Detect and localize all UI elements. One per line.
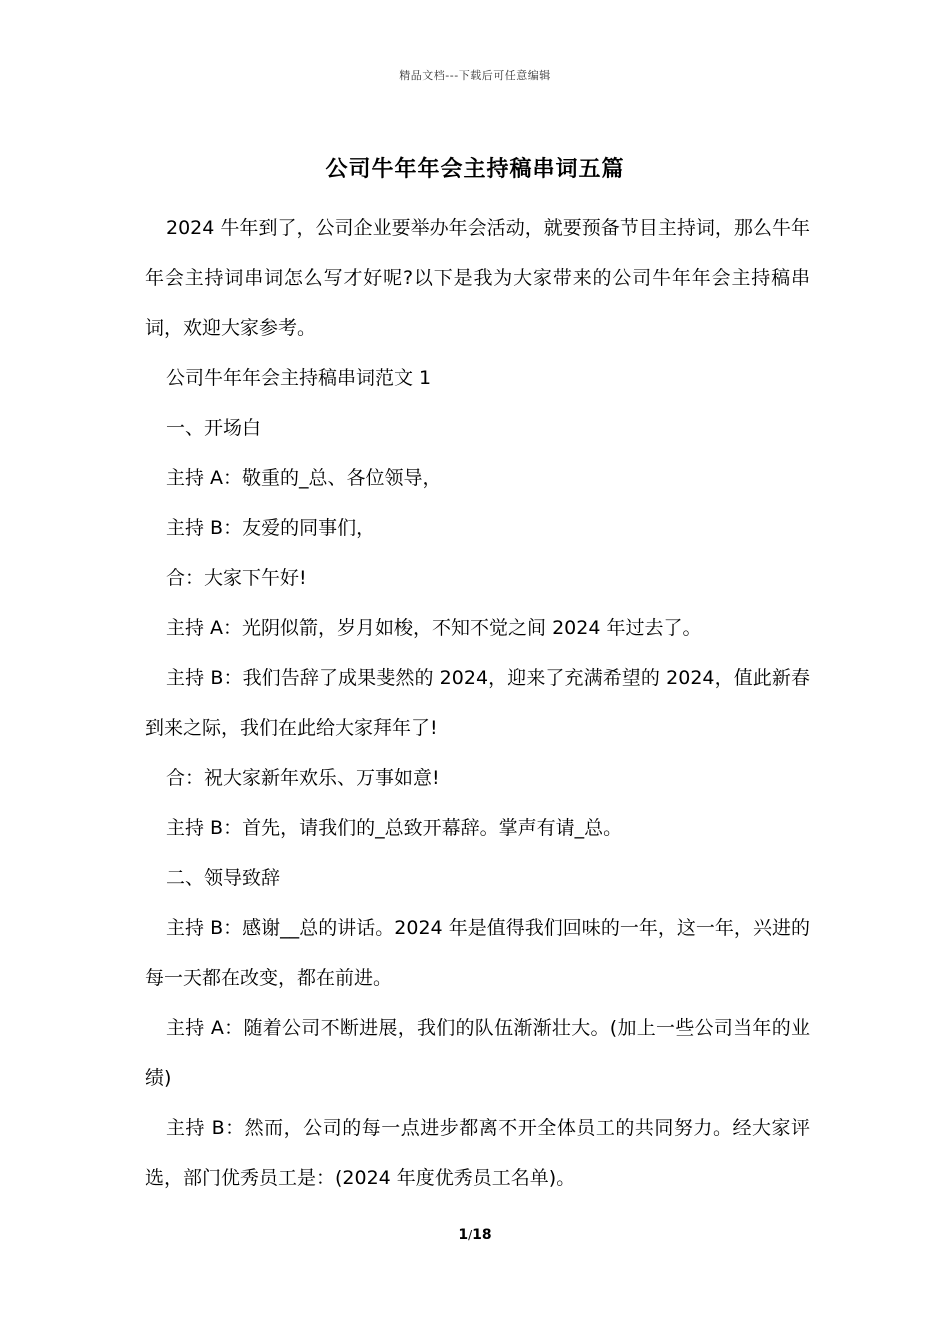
- paragraph: 主持 B：首先，请我们的_总致开幕辞。掌声有请_总。: [166, 817, 623, 839]
- paragraph: 主持 B：友爱的同事们，: [166, 517, 376, 539]
- header-note: 精品文档---下载后可任意编辑: [399, 69, 551, 82]
- paragraph: 合：祝大家新年欢乐、万事如意!: [166, 767, 440, 789]
- paragraph: 主持 B：我们告辞了成果斐然的 2024，迎来了充满希望的 2024，值此新春到来之际，我们在此给大家拜年了!: [145, 667, 810, 739]
- paragraph: 主持 B：感谢__总的讲话。2024 年是值得我们回味的一年，这一年，兴进的每一天都在改变，都在前进。: [145, 917, 810, 989]
- paragraph-section-heading: 公司牛年年会主持稿串词范文 1: [166, 367, 432, 389]
- paragraph-leader-heading: 二、领导致辞: [166, 867, 281, 889]
- document-body: [145, 203, 810, 1203]
- paragraph: 主持 A：光阴似箭，岁月如梭，不知不觉之间 2024 年过去了。: [166, 617, 702, 639]
- page-number: [0, 1227, 950, 1243]
- paragraph: 主持 A：随着公司不断进展，我们的队伍渐渐壮大。(加上一些公司当年的业绩): [145, 1017, 810, 1089]
- paragraph: 主持 B：然而，公司的每一点进步都离不开全体员工的共同努力。经大家评选，部门优秀员工是：(2024 年度优秀员工名单)。: [145, 1117, 810, 1189]
- total-pages: 18: [472, 1227, 492, 1243]
- page-separator: /: [468, 1228, 473, 1242]
- document-title: 公司牛年年会主持稿串词五篇: [325, 157, 625, 182]
- paragraph-opening-heading: 一、开场白: [166, 417, 262, 439]
- paragraph: 合：大家下午好!: [166, 567, 307, 589]
- current-page: 1: [458, 1227, 469, 1243]
- paragraph-intro: 2024 牛年到了，公司企业要举办年会活动，就要预备节目主持词，那么牛年年会主持词串词怎么写才好呢?以下是我为大家带来的公司牛年年会主持稿串词，欢迎大家参考。: [145, 217, 810, 339]
- paragraph: 主持 A：敬重的_总、各位领导，: [166, 467, 442, 489]
